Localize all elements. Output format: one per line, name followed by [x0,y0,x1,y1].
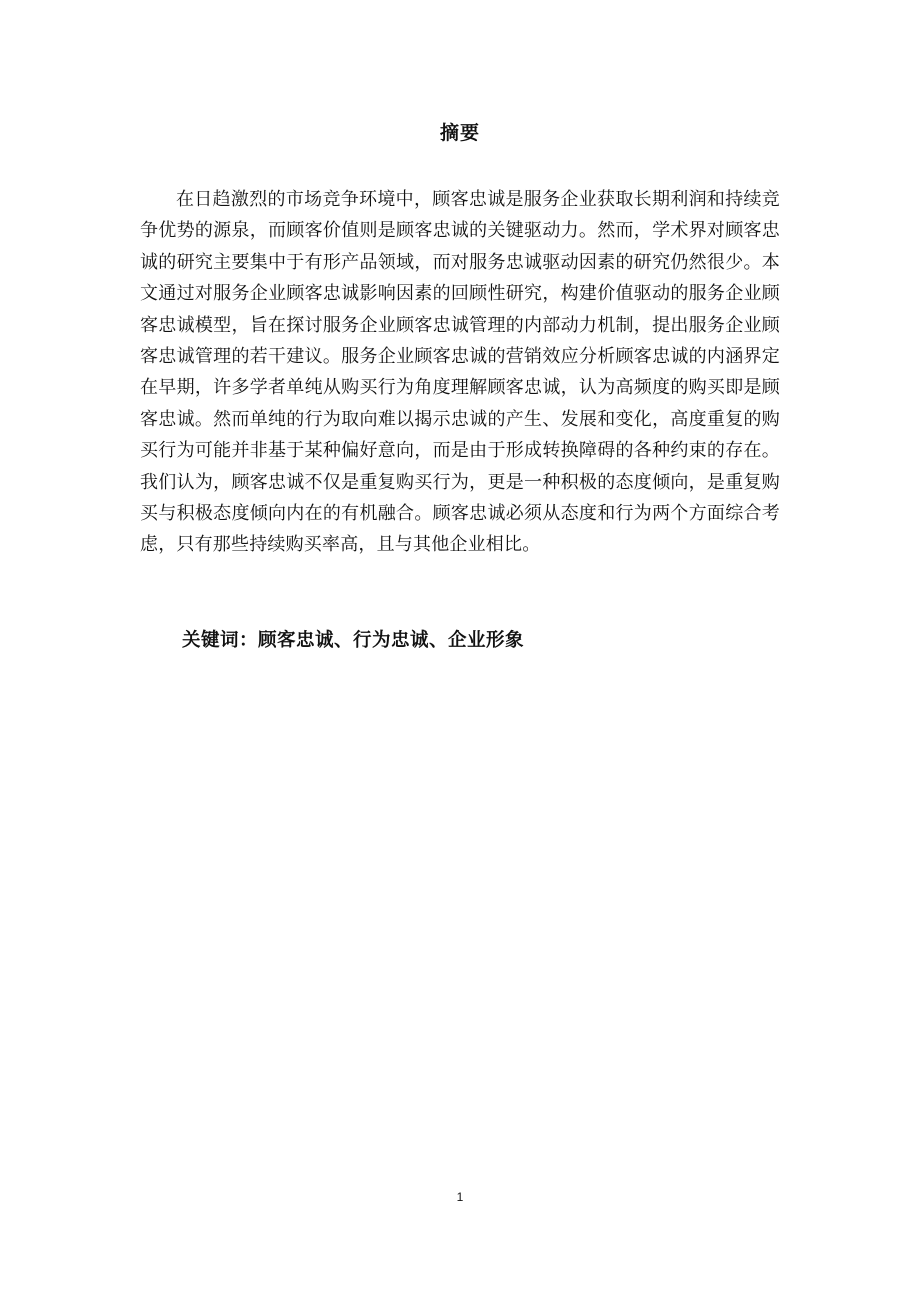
keywords-line: 关键词：顾客忠诚、行为忠诚、企业形象 [182,630,525,651]
page-number: 1 [456,1190,464,1204]
abstract-title: 摘要 [439,122,480,144]
abstract-body: 在日趋激烈的市场竞争环境中，顾客忠诚是服务企业获取长期利润和持续竞争优势的源泉，而顾客价值则是顾客忠诚的关键驱动力。然而，学术界对顾客忠诚的研究主要集中于有形产品领域，而对服务忠诚驱动因素的研究仍然很少。本文通过对服务企业顾客忠诚影响因素的回顾性研究，构建价值驱动的服务企业顾客忠诚模型，旨在探讨服务企业顾客忠诚管理的内部动力机制，提出服务企业顾客忠诚管理的若干建议。服务企业顾客忠诚的营销效应分析顾客忠诚的内涵界定在早期，许多学者单纯从购买行为角度理解顾客忠诚，认为高频度的购买即是顾客忠诚。然而单纯的行为取向难以揭示忠诚的产生、发展和变化，高度重复的购买行为可能并非基于某种偏好意向，而是由于形成转换障碍的各种约束的存在。我们认为，顾客忠诚不仅是重复购买行为，更是一种积极的态度倾向，是重复购买与积极态度倾向内在的有机融合。顾客忠诚必须从态度和行为两个方面综合考虑，只有那些持续购买率高，且与其他企业相比。 [140,189,780,556]
